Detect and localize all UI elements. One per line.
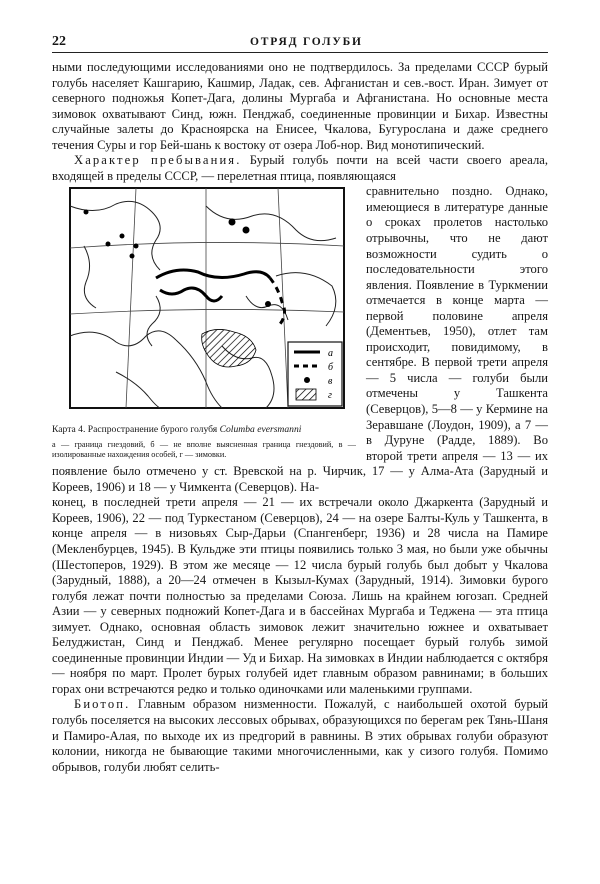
map-figure [52, 186, 356, 460]
distribution-map [56, 186, 346, 416]
paragraph: конец, в последней трети апреля — 21 — их встречали около Джаркента (Зарудный и Кореев, 1906), 22 — под Туркестаном (Северцов), 24 — на озере Балты-Куль у Ташкента, в конце апреля — в низовьях Сыр-Дарьи (Спангенберг, 1936) и 28 числа на Памире (Мекленбурцев, 1945). В Кульдже эти птицы появились только 3 мая, но были уже обычны (Шестоперов, 1929). В этом же месяце — 12 числа бурый голубь был добыт у Чкалова (Зарудный, 1888), а 20—24 отмечен в Кызыл-Кумах (Зарудный, 1914). Зимовки бурого голубя лежат почти полностью за пределами Союза. Лишь на крайнем югозап. Средней Азии — у северных подножий Копет-Дага и в бассейнах Мургаба и Теджена — эта птица зимует. Однако, основная область зимовок лежит значительно южнее и охватывает Белуджистан, Синд и Пенджаб. Менее регулярно посещает бурый голубь зимой соединенные провинции Индии — Уд и Бихар. На зимовках в Индии наблюдается с октября — ноября по март. Пролет бурых голубей идет главным образом равнинами; в больших горах они встречаются редко и только одиночками или маленькими группами. [52, 495, 548, 696]
isolated-record [120, 234, 125, 239]
paragraph: ными последующими исследованиями оно не подтвердилось. За пределами СССР бурый голубь населяет Кашгарию, Кашмир, Ладак, сев. Афганистан и сев.-вост. Иран. Зимует от северного подножья Копет-Дага, долины Мургаба и Афганистана. Но основные места зимовок охватывают Синд, южн. Пенджаб, соединенные провинции и Бихар. Известны случайные залеты до Красноярска на Енисее, Чкалова, Бугурослана и даже среднего течения Суры и гор Бей-шань к востоку от озера Лоб-нор. Вид монотипический. [52, 60, 548, 152]
page-header [52, 30, 548, 53]
caption-label: Карта 4. Распространение бурого голубя [52, 424, 218, 436]
paragraph-text: Главным образом низменности. Пожалуй, с наибольшей охотой бурый голубь поселяется на высоких лессовых обрывах, образующихся по берегам рек Тянь-Шаня и Памиро-Алая, по выходе их из предгорий в равнины. В этих обрывах голуби образуют колонии, никогда не бывающие такими многочисленными, как у сизого голубя. Помимо обрывов, голуби любят селить- [52, 697, 548, 774]
isolated-record [229, 219, 236, 226]
paragraph-text: Бурый голубь почти на всей части своего ареала, входящей в пределы СССР, — перелетная птица, появляющаяся [52, 153, 548, 183]
legend-symbol-c [304, 377, 310, 383]
isolated-record [134, 244, 139, 249]
legend-letter: г [328, 390, 332, 402]
map-caption [52, 424, 356, 436]
paragraph [52, 697, 548, 775]
legend-letter: б [328, 362, 334, 374]
legend-letter: в [328, 376, 333, 388]
map-legend-text: а — граница гнездовий, б — не вполне выясненная граница гнездовий, в — изолированные нахождения особей, г — зимовки. [52, 440, 356, 460]
running-title: ОТРЯД ГОЛУБИ [250, 36, 363, 48]
caption-species: Columba eversmanni [219, 424, 302, 436]
page [52, 30, 548, 775]
section-heading: Биотоп. [74, 697, 131, 712]
paragraph: сравнительно поздно. Однако, имеющиеся в литературе данные о сроках пролетов настолько отрывочны, что не дают возможности судить о последовательности этого явления. Появление в Туркмении отмечается в конце марта — первой половине апреля (Дементьев, 1950), отлет там происходит, повидимому, в сентябре. В первой трети апреля — 5 числа — голуби были отмечены у Ташкента (Северцов), 5—8 — у Кермине на Зеравшане (Лоудон, 1909), а 7 — в Дуруне (Радде, 1889). Во второй трети апреля — 13 — их появление было отмечено у ст. Вревской на р. Чирчик, 17 — у Алма-Ата (Зарудный и Кореев, 1906) и 18 — у Чимкента (Северцов). На- [52, 184, 548, 494]
isolated-record [106, 242, 111, 247]
isolated-record [265, 301, 271, 307]
isolated-record [130, 254, 135, 259]
legend-letter: а [328, 348, 333, 360]
page-number: 22 [52, 34, 66, 49]
isolated-record [243, 227, 250, 234]
isolated-record [84, 210, 89, 215]
paragraph [52, 153, 548, 184]
body-text [52, 60, 548, 775]
map-svg [56, 186, 346, 416]
legend-symbol-d [296, 389, 316, 400]
section-heading: Характер пребывания. [74, 153, 242, 168]
